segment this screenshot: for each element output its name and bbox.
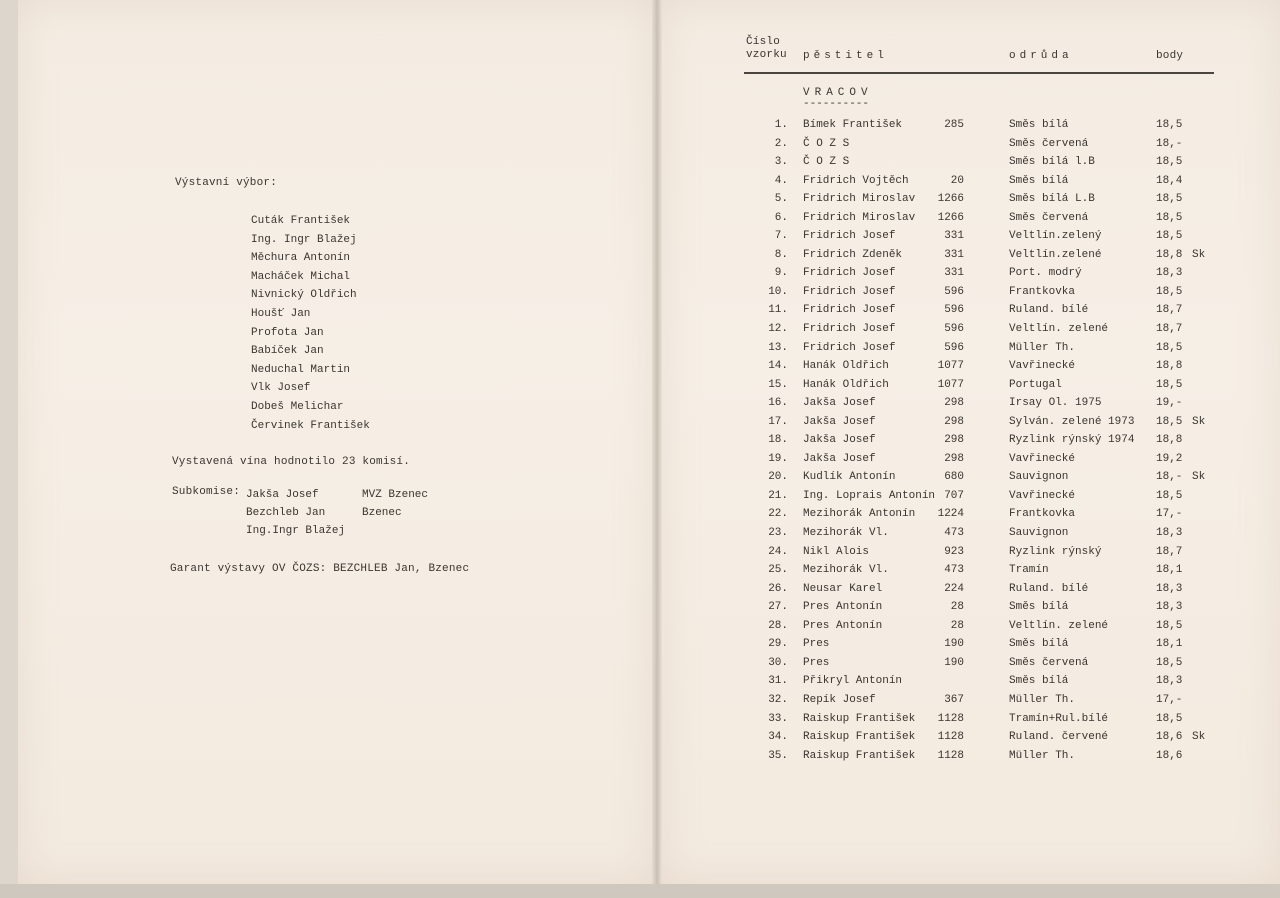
header-sample-number bbox=[746, 36, 787, 62]
wine-variety: Sauvignon bbox=[1009, 527, 1069, 540]
table-row bbox=[740, 654, 1220, 673]
committee-member: Vlk Josef bbox=[251, 382, 311, 395]
points-score: 18,- bbox=[1156, 137, 1183, 150]
subcommission-member bbox=[246, 522, 506, 540]
committee-member: Babíček Jan bbox=[251, 345, 324, 358]
cellar-number: 190 bbox=[944, 656, 964, 669]
wine-variety: Vavřinecké bbox=[1009, 489, 1076, 502]
grower-name: Mezihorák Vl. bbox=[803, 527, 889, 540]
points-score: 18,7 bbox=[1156, 545, 1183, 558]
points-score: 18,7 bbox=[1156, 304, 1183, 317]
grower-name: Fridrich Josef bbox=[803, 323, 896, 336]
award-note: Sk bbox=[1192, 471, 1206, 484]
table-row bbox=[740, 172, 1220, 191]
cellar-number: 367 bbox=[944, 693, 964, 706]
committee-member: Profota Jan bbox=[251, 326, 324, 339]
committee-member: Nivnický Oldřich bbox=[251, 289, 357, 302]
wine-variety: Veltlín.zelené bbox=[1009, 248, 1102, 261]
grower-name: Neusar Karel bbox=[803, 582, 883, 595]
cellar-number: 298 bbox=[944, 415, 964, 428]
table-row bbox=[740, 135, 1220, 154]
sample-number: 4. bbox=[774, 174, 788, 187]
points-score: 18,1 bbox=[1156, 564, 1183, 577]
wine-variety: Veltlín. zelené bbox=[1009, 619, 1109, 632]
table-row bbox=[740, 190, 1220, 209]
table-row bbox=[740, 691, 1220, 710]
committee-member: Dobeš Melichar bbox=[251, 400, 344, 413]
header-sample-number-line1: Číslo bbox=[746, 36, 781, 48]
committee-member: Červinek František bbox=[251, 419, 370, 432]
wine-variety: Vavřinecké bbox=[1009, 360, 1076, 373]
sample-number: 34. bbox=[768, 731, 788, 744]
table-row bbox=[740, 524, 1220, 543]
table-row bbox=[740, 116, 1220, 135]
table-row bbox=[740, 209, 1220, 228]
grower-name: Přikryl Antonín bbox=[803, 675, 903, 688]
cellar-number: 1077 bbox=[937, 360, 964, 373]
table-row bbox=[740, 617, 1220, 636]
sample-number: 11. bbox=[768, 304, 788, 317]
table-row bbox=[740, 376, 1220, 395]
points-score: 18,5 bbox=[1156, 341, 1183, 354]
grower-name: Fridrich Josef bbox=[803, 341, 896, 354]
grower-name: Pres bbox=[803, 656, 830, 669]
cellar-number: 1224 bbox=[937, 508, 964, 521]
grower-name: Jakša Josef bbox=[803, 434, 876, 447]
wine-variety: Frantkovka bbox=[1009, 508, 1076, 521]
table-row bbox=[740, 283, 1220, 302]
wine-variety: Směs červená bbox=[1009, 211, 1089, 224]
sample-number: 14. bbox=[768, 360, 788, 373]
points-score: 18,5 bbox=[1156, 489, 1183, 502]
points-score: 18,6 bbox=[1156, 749, 1183, 762]
sample-number: 20. bbox=[768, 471, 788, 484]
table-row bbox=[740, 580, 1220, 599]
sample-number: 10. bbox=[768, 285, 788, 298]
grower-name: Jakša Josef bbox=[803, 415, 876, 428]
wine-variety: Směs bílá bbox=[1009, 638, 1069, 651]
points-score: 18,1 bbox=[1156, 638, 1183, 651]
wine-variety: Sauvignon bbox=[1009, 471, 1069, 484]
header-points: body bbox=[1156, 50, 1184, 62]
points-score: 18,7 bbox=[1156, 323, 1183, 336]
grower-name: Fridrich Josef bbox=[803, 304, 896, 317]
subcommission-label: Subkomise: bbox=[172, 486, 241, 498]
grower-name: Bímek František bbox=[803, 119, 903, 131]
table-row bbox=[740, 431, 1220, 450]
table-row bbox=[740, 394, 1220, 413]
award-note: Sk bbox=[1192, 415, 1206, 428]
sample-number: 17. bbox=[768, 415, 788, 428]
wine-variety: Směs bílá bbox=[1009, 601, 1069, 614]
table-row bbox=[740, 357, 1220, 376]
wine-variety: Veltlín. zelené bbox=[1009, 323, 1109, 336]
cellar-number: 20 bbox=[950, 174, 964, 187]
points-score: 18,4 bbox=[1156, 174, 1183, 187]
header-rule bbox=[744, 72, 1214, 74]
grower-name: Hanák Oldřich bbox=[803, 360, 889, 373]
wine-variety: Směs bílá bbox=[1009, 119, 1069, 131]
grower-name: Raiskup František bbox=[803, 749, 916, 762]
wine-variety: Směs bílá L.B bbox=[1009, 193, 1095, 206]
points-score: 19,- bbox=[1156, 397, 1183, 410]
wine-variety: Směs bílá bbox=[1009, 675, 1069, 688]
wine-variety: Müller Th. bbox=[1009, 341, 1076, 354]
points-score: 18,3 bbox=[1156, 267, 1183, 280]
cellar-number: 596 bbox=[944, 285, 964, 298]
cellar-number: 190 bbox=[944, 638, 964, 651]
wine-variety: Müller Th. bbox=[1009, 749, 1076, 762]
grower-name: Repík Josef bbox=[803, 693, 876, 706]
cellar-number: 1266 bbox=[937, 211, 964, 224]
sample-number: 9. bbox=[774, 267, 788, 280]
table-row bbox=[740, 301, 1220, 320]
points-score: 18,8 bbox=[1156, 434, 1183, 447]
grower-name: Hanák Oldřich bbox=[803, 378, 889, 391]
table-row bbox=[740, 505, 1220, 524]
grower-name: Fridrich Miroslav bbox=[803, 193, 916, 206]
wine-variety: Tramín+Rul.bílé bbox=[1009, 712, 1109, 725]
wine-variety: Portugal bbox=[1009, 378, 1062, 391]
subcommission-member-name: Ing.Ingr Blažej bbox=[246, 525, 346, 537]
grower-name: Nikl Alois bbox=[803, 545, 870, 558]
points-score: 18,8 bbox=[1156, 360, 1183, 373]
grower-name: Jakša Josef bbox=[803, 452, 876, 465]
grower-name: Fridrich Josef bbox=[803, 267, 896, 280]
wine-variety: Ruland. bílé bbox=[1009, 582, 1089, 595]
grower-name: Kudlík Antonín bbox=[803, 471, 896, 484]
sample-number: 1. bbox=[774, 119, 788, 131]
table-row bbox=[740, 598, 1220, 617]
points-score: 18,5 bbox=[1156, 285, 1183, 298]
table-row bbox=[740, 413, 1220, 432]
points-score: 18,5 bbox=[1156, 656, 1183, 669]
cellar-number: 707 bbox=[944, 489, 964, 502]
cellar-number: 285 bbox=[944, 119, 964, 131]
grower-name: Č O Z S bbox=[803, 137, 850, 150]
header-variety: odrůda bbox=[1009, 50, 1073, 62]
committee-member: Měchura Antonín bbox=[251, 252, 351, 265]
wine-variety: Směs bílá bbox=[1009, 174, 1069, 187]
points-score: 19,2 bbox=[1156, 452, 1183, 465]
sample-number: 19. bbox=[768, 452, 788, 465]
wine-variety: Irsay Ol. 1975 bbox=[1009, 397, 1102, 410]
cellar-number: 298 bbox=[944, 452, 964, 465]
wine-variety: Ruland. červené bbox=[1009, 731, 1109, 744]
grower-name: Raiskup František bbox=[803, 712, 916, 725]
cellar-number: 1128 bbox=[937, 731, 964, 744]
locality-underline: ---------- bbox=[803, 98, 870, 110]
table-row bbox=[740, 728, 1220, 747]
wine-variety: Sylván. zelené 1973 bbox=[1009, 415, 1135, 428]
points-score: 18,5 bbox=[1156, 156, 1183, 169]
cellar-number: 680 bbox=[944, 471, 964, 484]
cellar-number: 331 bbox=[944, 267, 964, 280]
points-score: 18,5 bbox=[1156, 712, 1183, 725]
subcommission-member-name: Bezchleb Jan bbox=[246, 507, 326, 519]
grower-name: Mezihorák Vl. bbox=[803, 564, 889, 577]
grower-name: Raiskup František bbox=[803, 731, 916, 744]
points-score: 18,6 bbox=[1156, 731, 1183, 744]
grower-name: Pres Antonín bbox=[803, 619, 883, 632]
table-row bbox=[740, 710, 1220, 729]
points-score: 18,5 bbox=[1156, 193, 1183, 206]
sample-number: 3. bbox=[774, 156, 788, 169]
cellar-number: 596 bbox=[944, 341, 964, 354]
table-row bbox=[740, 227, 1220, 246]
award-note: Sk bbox=[1192, 731, 1206, 744]
points-score: 18,5 bbox=[1156, 378, 1183, 391]
grower-name: Fridrich Josef bbox=[803, 285, 896, 298]
subcommission-members bbox=[246, 486, 506, 540]
sample-number: 7. bbox=[774, 230, 788, 243]
grower-name: Fridrich Vojtěch bbox=[803, 174, 909, 187]
cellar-number: 331 bbox=[944, 230, 964, 243]
grower-name: Pres Antonín bbox=[803, 601, 883, 614]
table-row bbox=[740, 672, 1220, 691]
grower-name: Č O Z S bbox=[803, 156, 850, 169]
wine-variety: Ryzlink rýnský bbox=[1009, 545, 1102, 558]
grower-name: Fridrich Zdeněk bbox=[803, 248, 903, 261]
guarantor-line: Garant výstavy OV ČOZS: BEZCHLEB Jan, Bzenec bbox=[170, 563, 470, 575]
points-score: 18,5 bbox=[1156, 119, 1183, 131]
points-score: 18,- bbox=[1156, 471, 1183, 484]
points-score: 17,- bbox=[1156, 508, 1183, 521]
header-sample-number-line2: vzorku bbox=[746, 49, 787, 61]
wine-variety: Směs červená bbox=[1009, 656, 1089, 669]
points-score: 18,5 bbox=[1156, 211, 1183, 224]
cellar-number: 331 bbox=[944, 248, 964, 261]
sample-number: 27. bbox=[768, 601, 788, 614]
committee-member: Macháček Michal bbox=[251, 270, 351, 283]
cellar-number: 1077 bbox=[937, 378, 964, 391]
wine-variety: Frantkovka bbox=[1009, 285, 1076, 298]
header-grower: pěstitel bbox=[803, 50, 888, 62]
sample-number: 15. bbox=[768, 378, 788, 391]
points-score: 18,3 bbox=[1156, 527, 1183, 540]
cellar-number: 596 bbox=[944, 304, 964, 317]
table-row bbox=[740, 747, 1220, 766]
cellar-number: 923 bbox=[944, 545, 964, 558]
wine-variety: Müller Th. bbox=[1009, 693, 1076, 706]
sample-number: 29. bbox=[768, 638, 788, 651]
points-score: 18,5 bbox=[1156, 415, 1183, 428]
sample-number: 21. bbox=[768, 489, 788, 502]
wine-variety: Tramín bbox=[1009, 564, 1049, 577]
locality-heading: VRACOV bbox=[803, 87, 873, 99]
sample-number: 13. bbox=[768, 341, 788, 354]
cellar-number: 28 bbox=[950, 601, 964, 614]
committee-member: Neduchal Martin bbox=[251, 363, 351, 376]
cellar-number: 298 bbox=[944, 434, 964, 447]
sample-number: 18. bbox=[768, 434, 788, 447]
wine-variety: Veltlín.zelený bbox=[1009, 230, 1102, 243]
table-row bbox=[740, 264, 1220, 283]
entries-table bbox=[740, 116, 1220, 765]
wine-variety: Směs bílá l.B bbox=[1009, 156, 1095, 169]
table-row bbox=[740, 635, 1220, 654]
committee-heading: Výstavní výbor: bbox=[175, 177, 278, 189]
sample-number: 22. bbox=[768, 508, 788, 521]
wine-variety: Směs červená bbox=[1009, 137, 1089, 150]
scan-bottom-edge bbox=[0, 884, 1280, 898]
sample-number: 28. bbox=[768, 619, 788, 632]
committee-member: Houšť Jan bbox=[251, 307, 311, 320]
cellar-number: 224 bbox=[944, 582, 964, 595]
wine-variety: Ruland. bílé bbox=[1009, 304, 1089, 317]
sample-number: 35. bbox=[768, 749, 788, 762]
sample-number: 12. bbox=[768, 323, 788, 336]
sample-number: 31. bbox=[768, 675, 788, 688]
committee-member: Cuták František bbox=[251, 215, 351, 227]
sample-number: 8. bbox=[774, 248, 788, 261]
table-row bbox=[740, 468, 1220, 487]
subcommission-member-name: Jakša Josef bbox=[246, 489, 319, 501]
table-row bbox=[740, 339, 1220, 358]
table-row bbox=[740, 153, 1220, 172]
cellar-number: 473 bbox=[944, 527, 964, 540]
table-row bbox=[740, 450, 1220, 469]
cellar-number: 28 bbox=[950, 619, 964, 632]
grower-name: Ing. Loprais Antonín bbox=[803, 489, 936, 502]
points-score: 18,3 bbox=[1156, 601, 1183, 614]
cellar-number: 596 bbox=[944, 323, 964, 336]
table-row bbox=[740, 320, 1220, 339]
points-score: 17,- bbox=[1156, 693, 1183, 706]
cellar-number: 1266 bbox=[937, 193, 964, 206]
sample-number: 32. bbox=[768, 693, 788, 706]
grower-name: Fridrich Josef bbox=[803, 230, 896, 243]
sample-number: 33. bbox=[768, 712, 788, 725]
sample-number: 30. bbox=[768, 656, 788, 669]
cellar-number: 473 bbox=[944, 564, 964, 577]
table-row bbox=[740, 561, 1220, 580]
sample-number: 26. bbox=[768, 582, 788, 595]
subcommission-member bbox=[246, 504, 506, 522]
subcommission-member-place: MVZ Bzenec bbox=[362, 489, 429, 501]
award-note: Sk bbox=[1192, 248, 1206, 261]
committee-member: Ing. Ingr Blažej bbox=[251, 233, 357, 246]
wine-variety: Ryzlink rýnský 1974 bbox=[1009, 434, 1135, 447]
sample-number: 5. bbox=[774, 193, 788, 206]
cellar-number: 1128 bbox=[937, 712, 964, 725]
sample-number: 25. bbox=[768, 564, 788, 577]
sample-number: 24. bbox=[768, 545, 788, 558]
page-fold bbox=[652, 0, 662, 884]
wine-variety: Port. modrý bbox=[1009, 267, 1082, 280]
points-score: 18,8 bbox=[1156, 248, 1183, 261]
sample-number: 23. bbox=[768, 527, 788, 540]
subcommission-member bbox=[246, 486, 506, 504]
grower-name: Fridrich Miroslav bbox=[803, 211, 916, 224]
committee-list bbox=[251, 212, 370, 435]
points-score: 18,5 bbox=[1156, 230, 1183, 243]
grower-name: Mezihorák Antonín bbox=[803, 508, 916, 521]
left-page bbox=[18, 0, 655, 884]
juried-commissions-text: Vystavená vína hodnotilo 23 komisí. bbox=[172, 456, 411, 468]
points-score: 18,3 bbox=[1156, 675, 1183, 688]
table-row bbox=[740, 543, 1220, 562]
sample-number: 16. bbox=[768, 397, 788, 410]
sample-number: 6. bbox=[774, 211, 788, 224]
points-score: 18,5 bbox=[1156, 619, 1183, 632]
subcommission-member-place: Bzenec bbox=[362, 507, 402, 519]
points-score: 18,3 bbox=[1156, 582, 1183, 595]
cellar-number: 298 bbox=[944, 397, 964, 410]
cellar-number: 1128 bbox=[937, 749, 964, 762]
sample-number: 2. bbox=[774, 137, 788, 150]
grower-name: Pres bbox=[803, 638, 830, 651]
table-row bbox=[740, 487, 1220, 506]
table-row bbox=[740, 246, 1220, 265]
wine-variety: Vavřinecké bbox=[1009, 452, 1076, 465]
grower-name: Jakša Josef bbox=[803, 397, 876, 410]
